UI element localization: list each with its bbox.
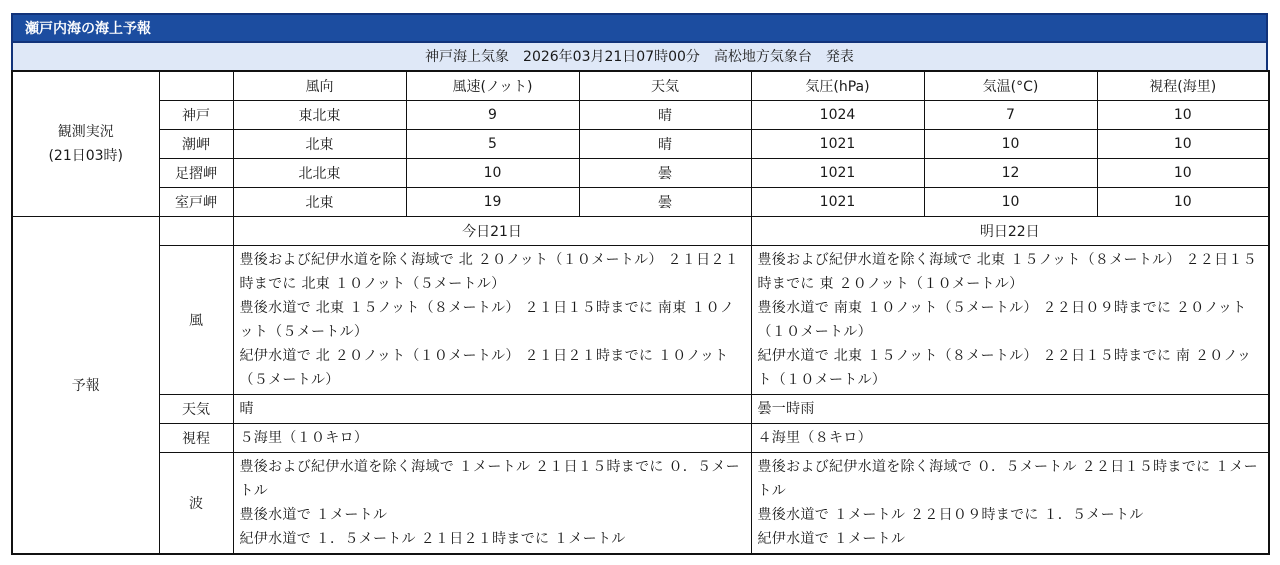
forecast-line: 紀伊水道で 北東 １５ノット（８メートル） ２２日１５時までに 南 ２０ノット（１０メートル） <box>757 347 1252 388</box>
weather: 晴 <box>579 129 751 158</box>
forecast-line: 豊後水道で 南東 １０ノット（５メートル） ２２日０９時までに ２０ノット（１０メートル） <box>757 299 1247 340</box>
visibility: 10 <box>1097 187 1269 216</box>
table-row <box>12 158 1269 187</box>
temperature: 12 <box>924 158 1097 187</box>
forecast-line: 紀伊水道で １．５メートル ２１日２１時までに １メートル <box>239 530 626 547</box>
forecast-line: 紀伊水道で 北 ２０ノット（１０メートル） ２１日２１時までに １０ノット（５メートル） <box>239 347 729 388</box>
forecast-header-blank <box>159 216 233 245</box>
weather-forecast-today: 晴 <box>233 394 751 423</box>
day-header-tomorrow: 明日22日 <box>751 216 1269 245</box>
forecast-line: 豊後および紀伊水道を除く海域で 北東 １５ノット（８メートル） ２２日１５時までに 東 ２０ノット（１０メートル） <box>757 251 1257 292</box>
wave-forecast-today <box>233 452 751 554</box>
row-label-wind: 風 <box>159 245 233 394</box>
temperature: 7 <box>924 100 1097 129</box>
wind-speed: 5 <box>406 129 579 158</box>
visibility: 10 <box>1097 158 1269 187</box>
day-header-today: 今日21日 <box>233 216 751 245</box>
visibility-forecast-tomorrow: ４海里（８キロ） <box>751 423 1269 452</box>
wind-speed: 10 <box>406 158 579 187</box>
forecast-visibility-row <box>12 423 1269 452</box>
wave-forecast-tomorrow <box>751 452 1269 554</box>
wind-direction: 北東 <box>233 187 406 216</box>
station-name: 足摺岬 <box>159 158 233 187</box>
observation-section-label <box>12 71 159 216</box>
visibility-forecast-today: ５海里（１０キロ） <box>233 423 751 452</box>
weather: 曇 <box>579 158 751 187</box>
forecast-line: 紀伊水道で １メートル <box>757 530 906 547</box>
column-header: 気圧(hPa) <box>751 71 924 100</box>
page-title: 瀬戸内海の海上予報 <box>11 13 1268 41</box>
wind-direction: 北北東 <box>233 158 406 187</box>
visibility: 10 <box>1097 129 1269 158</box>
table-row <box>12 129 1269 158</box>
visibility: 10 <box>1097 100 1269 129</box>
weather: 曇 <box>579 187 751 216</box>
row-label-weather: 天気 <box>159 394 233 423</box>
weather: 晴 <box>579 100 751 129</box>
column-header: 風向 <box>233 71 406 100</box>
table-row <box>12 100 1269 129</box>
pressure: 1021 <box>751 158 924 187</box>
forecast-wind-row <box>12 245 1269 394</box>
marine-forecast-panel <box>11 13 1268 555</box>
wind-speed: 9 <box>406 100 579 129</box>
forecast-line: 豊後および紀伊水道を除く海域で ０．５メートル ２２日１５時までに １メートル <box>757 458 1258 499</box>
weather-forecast-tomorrow: 曇一時雨 <box>751 394 1269 423</box>
forecast-line: 豊後および紀伊水道を除く海域で １メートル ２１日１５時までに ０．５メートル <box>239 458 740 499</box>
forecast-weather-row <box>12 394 1269 423</box>
pressure: 1024 <box>751 100 924 129</box>
forecast-day-header-row <box>12 216 1269 245</box>
column-header: 気温(°C) <box>924 71 1097 100</box>
forecast-line: 豊後水道で 北東 １５ノット（８メートル） ２１日１５時までに 南東 １０ノット（５メートル） <box>239 299 735 340</box>
station-name: 神戸 <box>159 100 233 129</box>
table-row <box>12 187 1269 216</box>
observation-header-row <box>12 71 1269 100</box>
temperature: 10 <box>924 187 1097 216</box>
forecast-line: 豊後および紀伊水道を除く海域で 北 ２０ノット（１０メートル） ２１日２１時までに 北東 １０ノット（５メートル） <box>239 251 739 292</box>
observation-label-title: 観測実況 <box>57 123 114 140</box>
forecast-line: 豊後水道で １メートル <box>239 506 388 523</box>
forecast-section-label: 予報 <box>12 216 159 554</box>
column-header: 風速(ノット) <box>406 71 579 100</box>
station-name: 潮岬 <box>159 129 233 158</box>
row-label-visibility: 視程 <box>159 423 233 452</box>
station-header-blank <box>159 71 233 100</box>
forecast-line: 豊後水道で １メートル ２２日０９時までに １．５メートル <box>757 506 1144 523</box>
wind-forecast-today <box>233 245 751 394</box>
wind-speed: 19 <box>406 187 579 216</box>
station-name: 室戸岬 <box>159 187 233 216</box>
pressure: 1021 <box>751 129 924 158</box>
wind-direction: 東北東 <box>233 100 406 129</box>
temperature: 10 <box>924 129 1097 158</box>
wind-forecast-tomorrow <box>751 245 1269 394</box>
pressure: 1021 <box>751 187 924 216</box>
issuance-info: 神戸海上気象 2026年03月21日07時00分 高松地方気象台 発表 <box>11 41 1268 70</box>
forecast-wave-row <box>12 452 1269 554</box>
forecast-table <box>11 70 1270 555</box>
column-header: 視程(海里) <box>1097 71 1269 100</box>
wind-direction: 北東 <box>233 129 406 158</box>
column-header: 天気 <box>579 71 751 100</box>
row-label-waves: 波 <box>159 452 233 554</box>
observation-label-time: (21日03時) <box>48 147 124 164</box>
